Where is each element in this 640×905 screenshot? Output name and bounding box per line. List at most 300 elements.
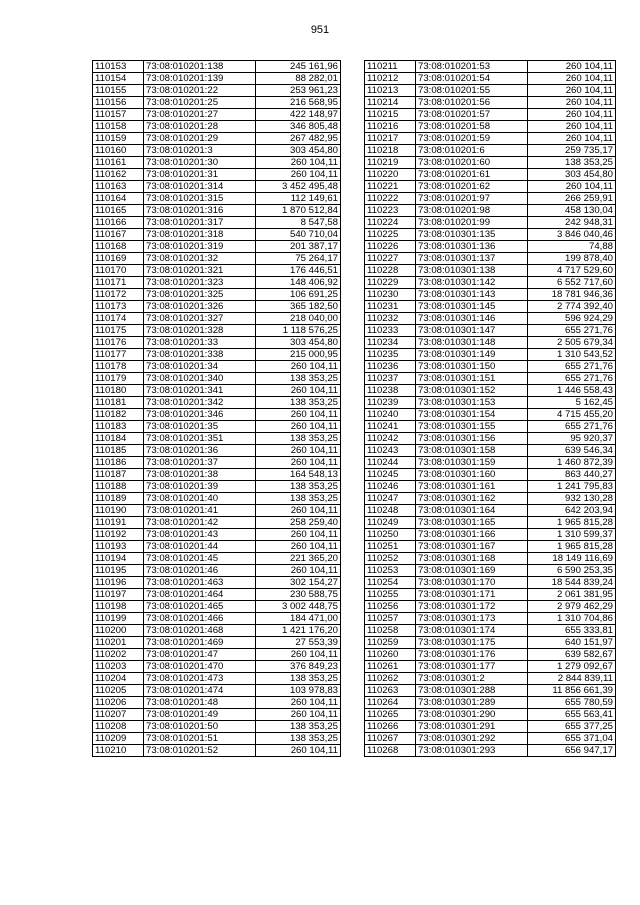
value-cell: 260 104,11 <box>528 181 616 193</box>
cadastral-number-cell: 73:08:010301:137 <box>416 253 528 265</box>
table-row <box>365 505 616 517</box>
cadastral-number-cell: 73:08:010301:291 <box>416 721 528 733</box>
cadastral-number-cell: 73:08:010301:165 <box>416 517 528 529</box>
value-cell: 6 590 253,35 <box>528 565 616 577</box>
cadastral-number-cell: 73:08:010201:61 <box>416 169 528 181</box>
cadastral-number-cell: 73:08:010301:145 <box>416 301 528 313</box>
table-row <box>365 373 616 385</box>
cadastral-number-cell: 73:08:010301:152 <box>416 385 528 397</box>
cadastral-number-cell: 73:08:010301:135 <box>416 229 528 241</box>
value-cell: 5 162,45 <box>528 397 616 409</box>
cadastral-number-cell: 73:08:010301:149 <box>416 349 528 361</box>
record-number-cell: 110224 <box>365 217 416 229</box>
value-cell: 260 104,11 <box>256 457 341 469</box>
table-row <box>93 685 341 697</box>
record-number-cell: 110257 <box>365 613 416 625</box>
value-cell: 303 454,80 <box>256 337 341 349</box>
record-number-cell: 110203 <box>93 661 144 673</box>
record-number-cell: 110211 <box>365 61 416 73</box>
table-row <box>93 565 341 577</box>
cadastral-number-cell: 73:08:010201:25 <box>144 97 256 109</box>
table-row <box>365 625 616 637</box>
table-row <box>93 289 341 301</box>
record-number-cell: 110205 <box>93 685 144 697</box>
record-number-cell: 110162 <box>93 169 144 181</box>
table-row <box>365 121 616 133</box>
table-row <box>365 385 616 397</box>
value-cell: 138 353,25 <box>256 733 341 745</box>
cadastral-number-cell: 73:08:010301:174 <box>416 625 528 637</box>
table-row <box>93 277 341 289</box>
table-row <box>365 361 616 373</box>
cadastral-number-cell: 73:08:010201:59 <box>416 133 528 145</box>
cadastral-number-cell: 73:08:010301:138 <box>416 265 528 277</box>
table-row <box>93 589 341 601</box>
record-number-cell: 110209 <box>93 733 144 745</box>
table-row <box>93 421 341 433</box>
cadastral-number-cell: 73:08:010301:158 <box>416 445 528 457</box>
table-row <box>93 577 341 589</box>
record-number-cell: 110218 <box>365 145 416 157</box>
cadastral-number-cell: 73:08:010301:164 <box>416 505 528 517</box>
table-row <box>93 373 341 385</box>
value-cell: 1 118 576,25 <box>256 325 341 337</box>
value-cell: 260 104,11 <box>256 529 341 541</box>
table-row <box>93 397 341 409</box>
table-row <box>93 121 341 133</box>
value-cell: 106 691,25 <box>256 289 341 301</box>
record-number-cell: 110244 <box>365 457 416 469</box>
table-row <box>93 133 341 145</box>
cadastral-number-cell: 73:08:010201:328 <box>144 325 256 337</box>
record-number-cell: 110232 <box>365 313 416 325</box>
cadastral-number-cell: 73:08:010301:166 <box>416 529 528 541</box>
record-number-cell: 110248 <box>365 505 416 517</box>
record-number-cell: 110227 <box>365 253 416 265</box>
value-cell: 260 104,11 <box>256 409 341 421</box>
record-number-cell: 110159 <box>93 133 144 145</box>
record-number-cell: 110194 <box>93 553 144 565</box>
cadastral-number-cell: 73:08:010201:33 <box>144 337 256 349</box>
record-number-cell: 110197 <box>93 589 144 601</box>
record-number-cell: 110192 <box>93 529 144 541</box>
record-number-cell: 110208 <box>93 721 144 733</box>
value-cell: 260 104,11 <box>528 61 616 73</box>
record-number-cell: 110238 <box>365 385 416 397</box>
cadastral-number-cell: 73:08:010201:35 <box>144 421 256 433</box>
table-row <box>365 721 616 733</box>
table-row <box>365 289 616 301</box>
cadastral-number-cell: 73:08:010201:341 <box>144 385 256 397</box>
record-number-cell: 110157 <box>93 109 144 121</box>
value-cell: 138 353,25 <box>256 673 341 685</box>
table-row <box>365 181 616 193</box>
table-row <box>365 421 616 433</box>
table-row <box>365 397 616 409</box>
cadastral-number-cell: 73:08:010301:173 <box>416 613 528 625</box>
value-cell: 176 446,51 <box>256 265 341 277</box>
record-number-cell: 110174 <box>93 313 144 325</box>
record-number-cell: 110235 <box>365 349 416 361</box>
record-number-cell: 110175 <box>93 325 144 337</box>
record-number-cell: 110161 <box>93 157 144 169</box>
table-row <box>93 613 341 625</box>
cadastral-number-cell: 73:08:010201:321 <box>144 265 256 277</box>
value-cell: 75 264,17 <box>256 253 341 265</box>
record-number-cell: 110185 <box>93 445 144 457</box>
record-number-cell: 110212 <box>365 73 416 85</box>
value-cell: 138 353,25 <box>256 397 341 409</box>
cadastral-number-cell: 73:08:010301:2 <box>416 673 528 685</box>
cadastral-number-cell: 73:08:010301:159 <box>416 457 528 469</box>
table-row <box>93 529 341 541</box>
value-cell: 8 547,58 <box>256 217 341 229</box>
table-row <box>365 229 616 241</box>
cadastral-number-cell: 73:08:010201:323 <box>144 277 256 289</box>
cadastral-number-cell: 73:08:010201:32 <box>144 253 256 265</box>
record-number-cell: 110196 <box>93 577 144 589</box>
register-table-right <box>364 60 616 757</box>
table-row <box>93 265 341 277</box>
table-row <box>365 109 616 121</box>
table-row <box>365 73 616 85</box>
cadastral-number-cell: 73:08:010201:318 <box>144 229 256 241</box>
table-row <box>365 565 616 577</box>
table-row <box>93 169 341 181</box>
value-cell: 655 371,04 <box>528 733 616 745</box>
table-row <box>365 301 616 313</box>
table-row <box>93 517 341 529</box>
table-row <box>93 745 341 757</box>
cadastral-number-cell: 73:08:010201:29 <box>144 133 256 145</box>
record-number-cell: 110181 <box>93 397 144 409</box>
table-row <box>365 613 616 625</box>
cadastral-number-cell: 73:08:010201:52 <box>144 745 256 757</box>
table-row <box>365 241 616 253</box>
table-row <box>93 481 341 493</box>
cadastral-number-cell: 73:08:010201:338 <box>144 349 256 361</box>
cadastral-number-cell: 73:08:010201:54 <box>416 73 528 85</box>
value-cell: 655 563,41 <box>528 709 616 721</box>
cadastral-number-cell: 73:08:010201:474 <box>144 685 256 697</box>
cadastral-number-cell: 73:08:010201:468 <box>144 625 256 637</box>
value-cell: 260 104,11 <box>256 709 341 721</box>
table-row <box>93 709 341 721</box>
table-row <box>93 541 341 553</box>
table-row <box>365 97 616 109</box>
record-number-cell: 110153 <box>93 61 144 73</box>
table-row <box>365 277 616 289</box>
cadastral-number-cell: 73:08:010301:150 <box>416 361 528 373</box>
record-number-cell: 110206 <box>93 697 144 709</box>
cadastral-number-cell: 73:08:010201:138 <box>144 61 256 73</box>
cadastral-number-cell: 73:08:010201:99 <box>416 217 528 229</box>
cadastral-number-cell: 73:08:010201:36 <box>144 445 256 457</box>
cadastral-number-cell: 73:08:010301:154 <box>416 409 528 421</box>
value-cell: 2 061 381,95 <box>528 589 616 601</box>
record-number-cell: 110242 <box>365 433 416 445</box>
table-row <box>93 505 341 517</box>
value-cell: 260 104,11 <box>256 649 341 661</box>
cadastral-number-cell: 73:08:010201:41 <box>144 505 256 517</box>
value-cell: 260 104,11 <box>256 361 341 373</box>
value-cell: 3 452 495,48 <box>256 181 341 193</box>
cadastral-number-cell: 73:08:010301:161 <box>416 481 528 493</box>
table-row <box>93 445 341 457</box>
cadastral-number-cell: 73:08:010201:97 <box>416 193 528 205</box>
value-cell: 302 154,27 <box>256 577 341 589</box>
value-cell: 260 104,11 <box>528 109 616 121</box>
table-row <box>93 193 341 205</box>
cadastral-number-cell: 73:08:010201:30 <box>144 157 256 169</box>
cadastral-number-cell: 73:08:010201:27 <box>144 109 256 121</box>
cadastral-number-cell: 73:08:010201:327 <box>144 313 256 325</box>
value-cell: 260 104,11 <box>528 133 616 145</box>
record-number-cell: 110266 <box>365 721 416 733</box>
record-number-cell: 110164 <box>93 193 144 205</box>
cadastral-number-cell: 73:08:010201:48 <box>144 697 256 709</box>
table-row <box>365 409 616 421</box>
record-number-cell: 110191 <box>93 517 144 529</box>
value-cell: 639 546,34 <box>528 445 616 457</box>
cadastral-number-cell: 73:08:010301:177 <box>416 661 528 673</box>
cadastral-number-cell: 73:08:010201:58 <box>416 121 528 133</box>
table-row <box>93 205 341 217</box>
table-row <box>365 85 616 97</box>
cadastral-number-cell: 73:08:010301:143 <box>416 289 528 301</box>
record-number-cell: 110165 <box>93 205 144 217</box>
record-number-cell: 110260 <box>365 649 416 661</box>
record-number-cell: 110251 <box>365 541 416 553</box>
value-cell: 221 365,20 <box>256 553 341 565</box>
record-number-cell: 110231 <box>365 301 416 313</box>
cadastral-number-cell: 73:08:010201:315 <box>144 193 256 205</box>
cadastral-number-cell: 73:08:010201:316 <box>144 205 256 217</box>
record-number-cell: 110156 <box>93 97 144 109</box>
value-cell: 655 271,76 <box>528 421 616 433</box>
record-number-cell: 110250 <box>365 529 416 541</box>
value-cell: 642 203,94 <box>528 505 616 517</box>
table-row <box>365 133 616 145</box>
value-cell: 656 947,17 <box>528 745 616 757</box>
cadastral-number-cell: 73:08:010201:473 <box>144 673 256 685</box>
record-number-cell: 110171 <box>93 277 144 289</box>
record-number-cell: 110189 <box>93 493 144 505</box>
table-row <box>93 673 341 685</box>
record-number-cell: 110179 <box>93 373 144 385</box>
record-number-cell: 110154 <box>93 73 144 85</box>
value-cell: 260 104,11 <box>528 73 616 85</box>
record-number-cell: 110176 <box>93 337 144 349</box>
cadastral-number-cell: 73:08:010201:42 <box>144 517 256 529</box>
value-cell: 267 482,95 <box>256 133 341 145</box>
value-cell: 260 104,11 <box>256 541 341 553</box>
value-cell: 103 978,83 <box>256 685 341 697</box>
record-number-cell: 110254 <box>365 577 416 589</box>
cadastral-number-cell: 73:08:010201:62 <box>416 181 528 193</box>
cadastral-number-cell: 73:08:010201:45 <box>144 553 256 565</box>
table-row <box>93 661 341 673</box>
value-cell: 260 104,11 <box>256 697 341 709</box>
value-cell: 18 781 946,36 <box>528 289 616 301</box>
value-cell: 1 310 599,37 <box>528 529 616 541</box>
value-cell: 640 151,97 <box>528 637 616 649</box>
record-number-cell: 110237 <box>365 373 416 385</box>
table-row <box>365 457 616 469</box>
value-cell: 184 471,00 <box>256 613 341 625</box>
value-cell: 655 377,25 <box>528 721 616 733</box>
record-number-cell: 110268 <box>365 745 416 757</box>
value-cell: 1 446 558,43 <box>528 385 616 397</box>
record-number-cell: 110228 <box>365 265 416 277</box>
table-row <box>365 517 616 529</box>
value-cell: 422 148,97 <box>256 109 341 121</box>
cadastral-number-cell: 73:08:010201:38 <box>144 469 256 481</box>
cadastral-number-cell: 73:08:010301:160 <box>416 469 528 481</box>
table-row <box>93 61 341 73</box>
record-number-cell: 110163 <box>93 181 144 193</box>
value-cell: 199 878,40 <box>528 253 616 265</box>
cadastral-number-cell: 73:08:010201:139 <box>144 73 256 85</box>
value-cell: 138 353,25 <box>256 721 341 733</box>
table-row <box>93 721 341 733</box>
cadastral-number-cell: 73:08:010201:326 <box>144 301 256 313</box>
record-number-cell: 110253 <box>365 565 416 577</box>
value-cell: 148 406,92 <box>256 277 341 289</box>
value-cell: 27 553,39 <box>256 637 341 649</box>
value-cell: 18 149 116,69 <box>528 553 616 565</box>
cadastral-number-cell: 73:08:010201:37 <box>144 457 256 469</box>
record-number-cell: 110261 <box>365 661 416 673</box>
value-cell: 260 104,11 <box>256 169 341 181</box>
value-cell: 3 002 448,75 <box>256 601 341 613</box>
value-cell: 303 454,80 <box>256 145 341 157</box>
value-cell: 266 259,91 <box>528 193 616 205</box>
record-number-cell: 110168 <box>93 241 144 253</box>
record-number-cell: 110204 <box>93 673 144 685</box>
cadastral-number-cell: 73:08:010201:6 <box>416 145 528 157</box>
value-cell: 260 104,11 <box>528 85 616 97</box>
value-cell: 216 568,95 <box>256 97 341 109</box>
value-cell: 2 844 839,11 <box>528 673 616 685</box>
record-number-cell: 110199 <box>93 613 144 625</box>
record-number-cell: 110245 <box>365 469 416 481</box>
record-number-cell: 110240 <box>365 409 416 421</box>
value-cell: 260 104,11 <box>256 565 341 577</box>
value-cell: 2 505 679,34 <box>528 337 616 349</box>
record-number-cell: 110167 <box>93 229 144 241</box>
value-cell: 596 924,29 <box>528 313 616 325</box>
cadastral-number-cell: 73:08:010301:146 <box>416 313 528 325</box>
record-number-cell: 110264 <box>365 697 416 709</box>
cadastral-number-cell: 73:08:010301:136 <box>416 241 528 253</box>
table-row <box>365 469 616 481</box>
record-number-cell: 110256 <box>365 601 416 613</box>
record-number-cell: 110243 <box>365 445 416 457</box>
table-row <box>93 733 341 745</box>
value-cell: 260 104,11 <box>256 385 341 397</box>
table-row <box>93 601 341 613</box>
table-row <box>93 109 341 121</box>
value-cell: 655 333,81 <box>528 625 616 637</box>
table-row <box>93 553 341 565</box>
table-row <box>93 637 341 649</box>
table-row <box>365 577 616 589</box>
record-number-cell: 110155 <box>93 85 144 97</box>
cadastral-number-cell: 73:08:010201:469 <box>144 637 256 649</box>
value-cell: 1 965 815,28 <box>528 517 616 529</box>
table-row <box>365 337 616 349</box>
record-number-cell: 110214 <box>365 97 416 109</box>
table-row <box>365 325 616 337</box>
value-cell: 11 856 661,39 <box>528 685 616 697</box>
record-number-cell: 110195 <box>93 565 144 577</box>
value-cell: 2 774 392,40 <box>528 301 616 313</box>
record-number-cell: 110216 <box>365 121 416 133</box>
table-row <box>365 493 616 505</box>
cadastral-number-cell: 73:08:010201:346 <box>144 409 256 421</box>
value-cell: 3 846 040,46 <box>528 229 616 241</box>
register-table-left <box>92 60 341 757</box>
value-cell: 260 104,11 <box>528 97 616 109</box>
value-cell: 218 040,00 <box>256 313 341 325</box>
cadastral-number-cell: 73:08:010301:142 <box>416 277 528 289</box>
record-number-cell: 110249 <box>365 517 416 529</box>
cadastral-number-cell: 73:08:010201:43 <box>144 529 256 541</box>
record-number-cell: 110169 <box>93 253 144 265</box>
value-cell: 1 241 795,83 <box>528 481 616 493</box>
value-cell: 138 353,25 <box>528 157 616 169</box>
value-cell: 260 104,11 <box>256 421 341 433</box>
table-row <box>93 625 341 637</box>
value-cell: 863 440,27 <box>528 469 616 481</box>
value-cell: 260 104,11 <box>256 157 341 169</box>
cadastral-number-cell: 73:08:010201:340 <box>144 373 256 385</box>
table-row <box>93 73 341 85</box>
record-number-cell: 110170 <box>93 265 144 277</box>
record-number-cell: 110223 <box>365 205 416 217</box>
record-number-cell: 110220 <box>365 169 416 181</box>
table-row <box>365 205 616 217</box>
table-row <box>365 589 616 601</box>
table-row <box>365 673 616 685</box>
cadastral-number-cell: 73:08:010201:342 <box>144 397 256 409</box>
record-number-cell: 110219 <box>365 157 416 169</box>
table-row <box>93 649 341 661</box>
cadastral-number-cell: 73:08:010301:172 <box>416 601 528 613</box>
table-row <box>365 433 616 445</box>
record-number-cell: 110202 <box>93 649 144 661</box>
table-row <box>93 157 341 169</box>
value-cell: 201 387,17 <box>256 241 341 253</box>
cadastral-number-cell: 73:08:010201:325 <box>144 289 256 301</box>
value-cell: 259 735,17 <box>528 145 616 157</box>
value-cell: 258 259,40 <box>256 517 341 529</box>
value-cell: 1 965 815,28 <box>528 541 616 553</box>
value-cell: 376 849,23 <box>256 661 341 673</box>
table-row <box>93 253 341 265</box>
value-cell: 95 920,37 <box>528 433 616 445</box>
cadastral-number-cell: 73:08:010201:47 <box>144 649 256 661</box>
value-cell: 365 182,50 <box>256 301 341 313</box>
value-cell: 260 104,11 <box>256 445 341 457</box>
value-cell: 655 271,76 <box>528 373 616 385</box>
table-row <box>93 385 341 397</box>
cadastral-number-cell: 73:08:010201:22 <box>144 85 256 97</box>
table-row <box>365 157 616 169</box>
record-number-cell: 110265 <box>365 709 416 721</box>
cadastral-number-cell: 73:08:010301:151 <box>416 373 528 385</box>
